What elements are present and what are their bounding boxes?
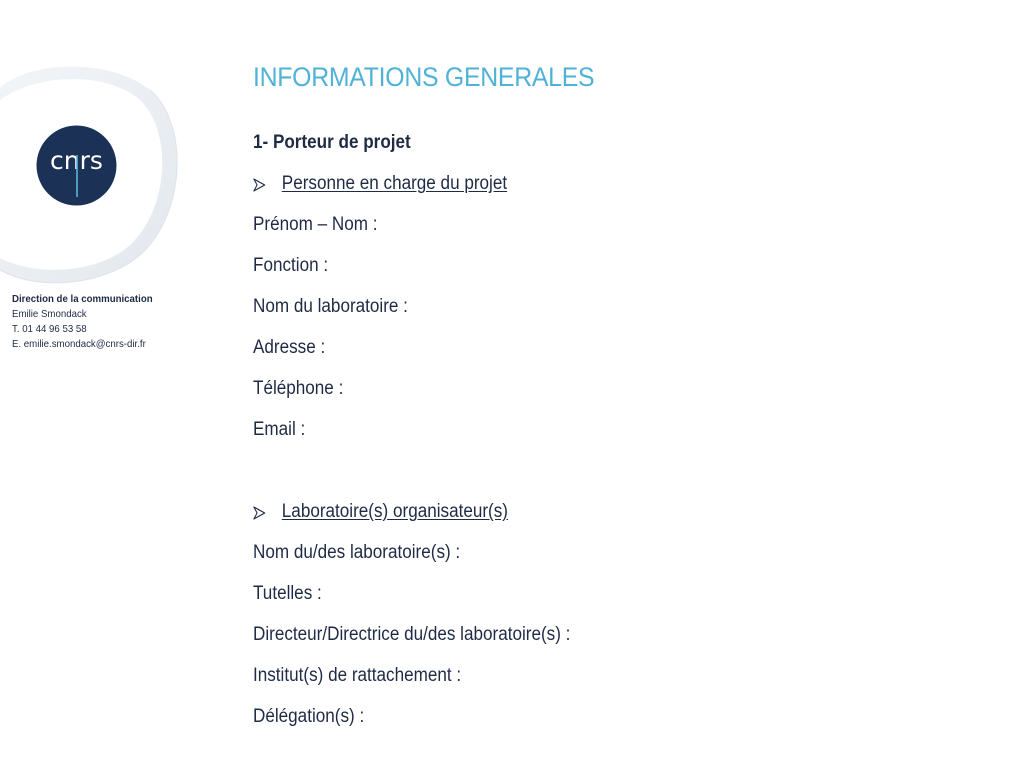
- field-prenom-nom: Prénom – Nom :: [253, 214, 378, 235]
- field-fonction: Fonction :: [253, 255, 329, 276]
- bullet-person: [253, 173, 507, 195]
- bullet-labs: [253, 501, 508, 523]
- field-delegation: Délégation(s) :: [253, 706, 365, 727]
- cnrs-logo-text: cnrs: [50, 146, 103, 175]
- contact-name: Emilie Smondack: [12, 308, 87, 320]
- contact-email: E. emilie.smondack@cnrs-dir.fr: [12, 338, 146, 350]
- field-directeur: Directeur/Directrice du/des laboratoire(s) :: [253, 624, 571, 645]
- cnrs-logo: [36, 125, 117, 206]
- field-adresse: Adresse :: [253, 337, 326, 358]
- page-title: INFORMATIONS GENERALES: [253, 62, 595, 92]
- field-nom-laboratoire: Nom du laboratoire :: [253, 296, 408, 317]
- bullet-person-label: Personne en charge du projet: [281, 173, 508, 194]
- section-heading: 1- Porteur de projet: [253, 132, 411, 153]
- arrowhead-bullet-icon: [253, 178, 266, 192]
- field-nom-laboratoires: Nom du/des laboratoire(s) :: [253, 542, 461, 563]
- arrowhead-bullet-icon: [253, 506, 266, 520]
- field-telephone: Téléphone :: [253, 378, 344, 399]
- contact-phone: T. 01 44 96 53 58: [12, 323, 87, 335]
- contact-department: Direction de la communication: [12, 293, 153, 305]
- field-email: Email :: [253, 419, 306, 440]
- contact-block: [12, 292, 214, 352]
- field-tutelles: Tutelles :: [253, 583, 322, 604]
- field-institut: Institut(s) de rattachement :: [253, 665, 462, 686]
- bullet-labs-label: Laboratoire(s) organisateur(s): [281, 501, 509, 522]
